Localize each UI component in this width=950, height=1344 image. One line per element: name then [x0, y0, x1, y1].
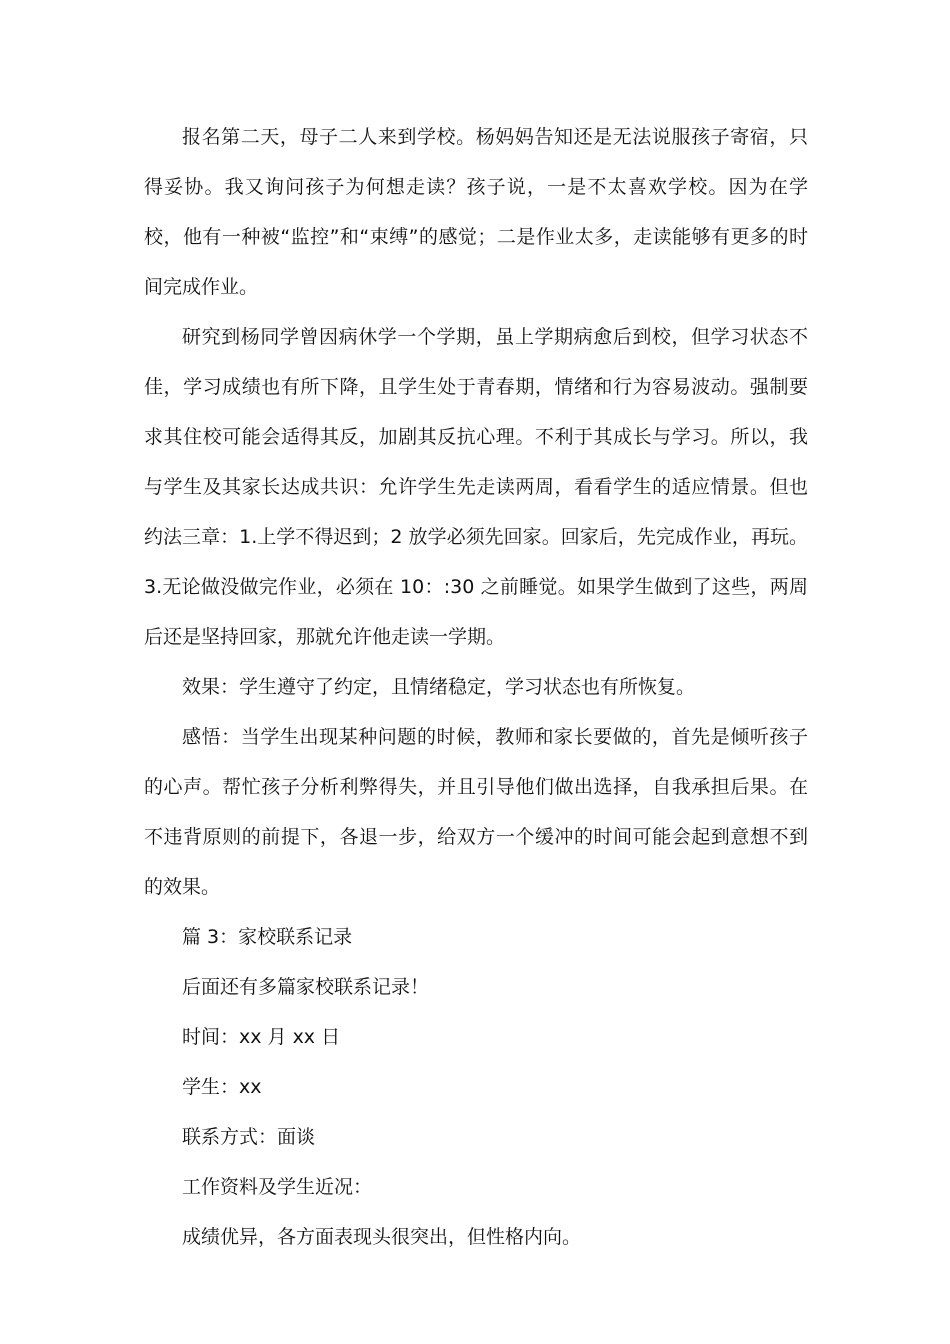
- record-time: 时间：xx 月 xx 日: [182, 1026, 341, 1048]
- record-work-heading: 工作资料及学生近况：: [182, 1176, 373, 1198]
- paragraph-4: 感悟：当学生出现某种问题的时候，教师和家长要做的，首先是倾听孩子的心声。帮忙孩子分析利弊得失，并且引导他们做出选择，自我承担后果。在不违背原则的前提下，各退一步，给双方一个缓冲的时间可能会起到意想不到的效果。: [144, 726, 808, 898]
- paragraph-1: 报名第二天，母子二人来到学校。杨妈妈告知还是无法说服孩子寄宿，只得妥协。我又询问孩子为何想走读？孩子说，一是不太喜欢学校。因为在学校，他有一种被“监控”和“束缚”的感觉；二是作业太多，走读能够有更多的时间完成作业。: [144, 126, 808, 298]
- record-contact-method: 联系方式：面谈: [182, 1126, 316, 1148]
- paragraph-2: 研究到杨同学曾因病休学一个学期，虽上学期病愈后到校，但学习状态不佳，学习成绩也有所下降，且学生处于青春期，情绪和行为容易波动。强制要求其住校可能会适得其反，加剧其反抗心理。不利于其成长与学习。所以，我与学生及其家长达成共识：允许学生先走读两周，看看学生的适应情景。但也约法三章：1.上学不得迟到；2 放学必须先回家。回家后，先完成作业，再玩。3.无论做没做完作业，必须在 10：:30 之前睡觉。如果学生做到了这些，两周后还是坚持回家，那就允许他走读一学期。: [144, 326, 808, 648]
- paragraph-3: 效果：学生遵守了约定，且情绪稳定，学习状态也有所恢复。: [182, 676, 696, 698]
- record-work-detail: 成绩优异，各方面表现头很突出，但性格内向。: [182, 1226, 582, 1248]
- document-body: [144, 112, 808, 1262]
- section-heading: 篇 3：家校联系记录: [182, 926, 353, 948]
- record-student: 学生：xx: [182, 1076, 262, 1098]
- paragraph-5: 后面还有多篇家校联系记录！: [182, 976, 430, 998]
